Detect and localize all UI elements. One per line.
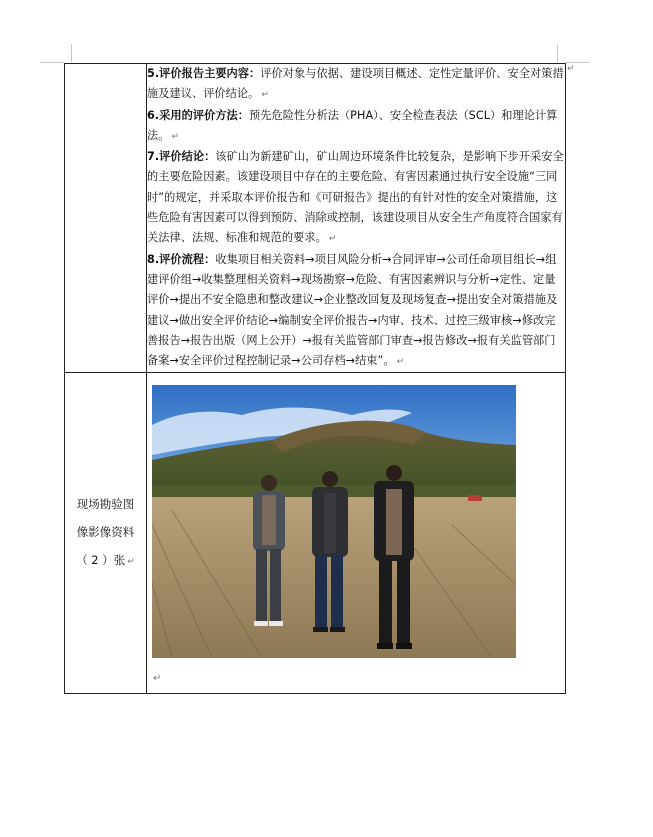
photo-cell[interactable]	[147, 373, 566, 694]
photo-label-cell[interactable]	[65, 373, 147, 694]
section-8-paragraph	[147, 250, 565, 373]
table-row-photo	[65, 373, 566, 694]
row-end-mark: ↵	[567, 64, 575, 74]
site-inspection-photo[interactable]	[152, 385, 516, 658]
crop-mark-top-right-horizontal	[566, 62, 590, 63]
photo-label-line-1: 现场勘验图	[76, 497, 135, 512]
content-cell[interactable]	[147, 64, 566, 373]
table-row-content	[65, 64, 566, 373]
section-6-heading: 6.采用的评价方法：	[147, 108, 250, 122]
section-6-paragraph	[147, 106, 565, 148]
paragraph-mark: ↵	[171, 131, 180, 142]
paragraph-mark: ↵	[127, 557, 135, 568]
paragraph-mark: ↵	[328, 234, 337, 245]
section-7-heading: 7.评价结论：	[147, 150, 216, 164]
distant-building	[468, 495, 482, 501]
section-7-text: 该矿山为新建矿山，矿山周边环境条件比较复杂，是影响下步开采安全的主要危险因素。该建设项目中存在的主要危险、有害因素通过执行安全设施“三同时”的规定，并采取本评价报告和《可研报告》提出的有针对性的安全对策措施，这些危险有害因素可以得到预防、消除或控制，该建设项目从安全生产角度符合国家有关法律、法规、标准和规范的要求。	[147, 150, 564, 245]
photo-label-line-3	[65, 546, 146, 576]
paragraph-mark: ↵	[261, 90, 269, 101]
crop-mark-top-left-vertical	[71, 44, 72, 62]
section-5-heading: 5.评价报告主要内容：	[147, 67, 261, 80]
left-empty-cell[interactable]	[65, 64, 147, 373]
section-8-heading: 8.评价流程：	[147, 252, 216, 266]
paragraph-mark: ↵	[153, 673, 162, 685]
section-7-paragraph	[147, 147, 565, 249]
section-6-text: 预先危险性分析法（PHA）、安全检查表法（SCL）和理论计算法。	[147, 108, 558, 142]
section-5-paragraph	[147, 64, 565, 106]
crop-mark-top-left-horizontal	[40, 62, 64, 63]
section-5-text: 评价对象与依据、建设项目概述、定性定量评价、安全对策措施及建议、评价结论。	[147, 67, 564, 101]
section-8-text: 收集项目相关资料→项目风险分析→合同评审→公司任命项目组长→组建评价组→收集整理相关资料→现场勘察→危险、有害因素辨识与分析→定性、定量评价→提出不安全隐患和整改建议→企业整改回复及现场复查→提出安全对策措施及建议→做出安全评价结论→编制安全评价报告→内审、技术、过控三级审核→修改完善报告→报告出版（网上公开）→报有关监管部门审查→报告修改→报有关监管部门备案→安全评价过程控制记录→公司存档→结束”。	[147, 252, 558, 368]
evaluation-table	[64, 63, 566, 694]
crop-mark-top-right-vertical	[557, 44, 558, 62]
photo-count-text: （ 2 ）张	[76, 553, 126, 568]
photo-label-line-2: 像影像资料	[76, 525, 135, 540]
paragraph-mark: ↵	[396, 357, 405, 368]
